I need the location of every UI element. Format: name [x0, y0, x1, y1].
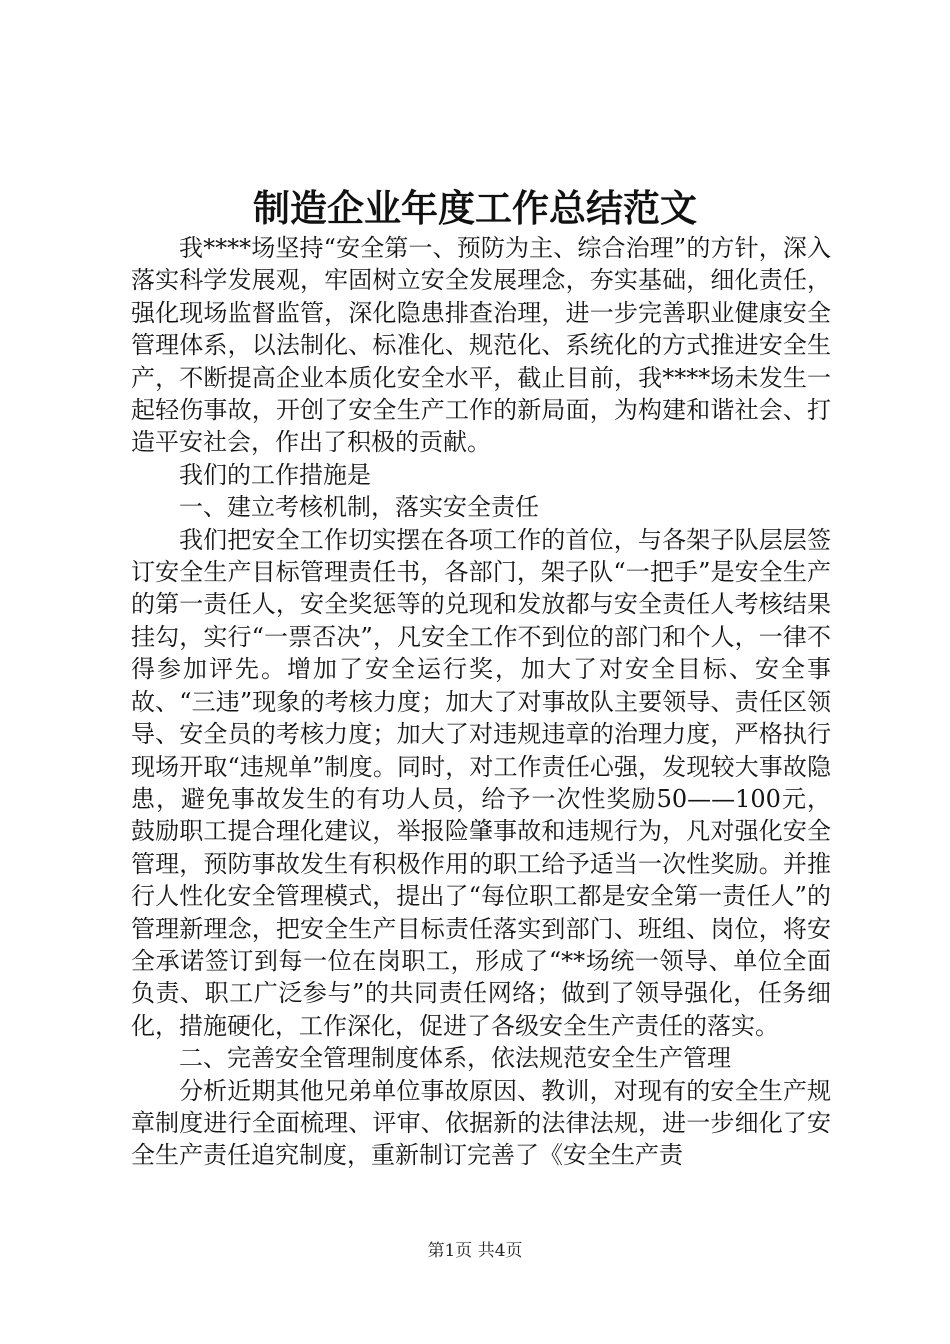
paragraph-intro: 我****场坚持“安全第一、预防为主、综合治理”的方针，深入落实科学发展观，牢固树立安全发展理念，夯实基础，细化责任，强化现场监督监管，深化隐患排查治理，进一步完善职业健康安全管理体系，以法制化、标准化、规范化、系统化的方式推进安全生产，不断提高企业本质化安全水平，截止目前，我****场未发生一起轻伤事故，开创了安全生产工作的新局面，为构建和谐社会、打造平安社会，作出了积极的贡献。	[131, 234, 831, 457]
section-heading-1: 一、建立考核机制，落实安全责任	[179, 493, 539, 522]
paragraph-section-1: 我们把安全工作切实摆在各项工作的首位，与各架子队层层签订安全生产目标管理责任书，各部门，架子队“一把手”是安全生产的第一责任人，安全奖惩等的兑现和发放都与安全责任人考核结果挂勾，实行“一票否决”，凡安全工作不到位的部门和个人，一律不得参加评先。增加了安全运行奖，加大了对安全目标、安全事故、“三违”现象的考核力度；加大了对事故队主要领导、责任区领导、安全员的考核力度；加大了对违规违章的治理力度，严格执行现场开取“违规单”制度。同时，对工作责任心强，发现较大事故隐患，避免事故发生的有功人员，给予一次性奖励50——100元，鼓励职工提合理化建议，举报险肇事故和违规行为，凡对强化安全管理，预防事故发生有积极作用的职工给予适当一次性奖励。并推行人性化安全管理模式，提出了“每位职工都是安全第一责任人”的管理新理念，把安全生产目标责任落实到部门、班组、岗位，将安全承诺签订到每一位在岗职工，形成了“**场统一领导、单位全面负责、职工广泛参与”的共同责任网络；做到了领导强化，任务细化，措施硬化，工作深化，促进了各级安全生产责任的落实。	[131, 525, 831, 1040]
paragraph-section-2: 分析近期其他兄弟单位事故原因、教训，对现有的安全生产规章制度进行全面梳理、评审、依据新的法律法规，进一步细化了安全生产责任追究制度，重新制订完善了《安全生产责	[131, 1076, 831, 1170]
document-body	[131, 232, 831, 1172]
page-number-footer: 第1页 共4页	[427, 1241, 523, 1261]
document-title: 制造企业年度工作总结范文	[253, 186, 697, 230]
section-heading-2: 二、完善安全管理制度体系，依法规范安全生产管理	[179, 1044, 731, 1073]
paragraph-measures-lead: 我们的工作措施是	[179, 460, 371, 489]
